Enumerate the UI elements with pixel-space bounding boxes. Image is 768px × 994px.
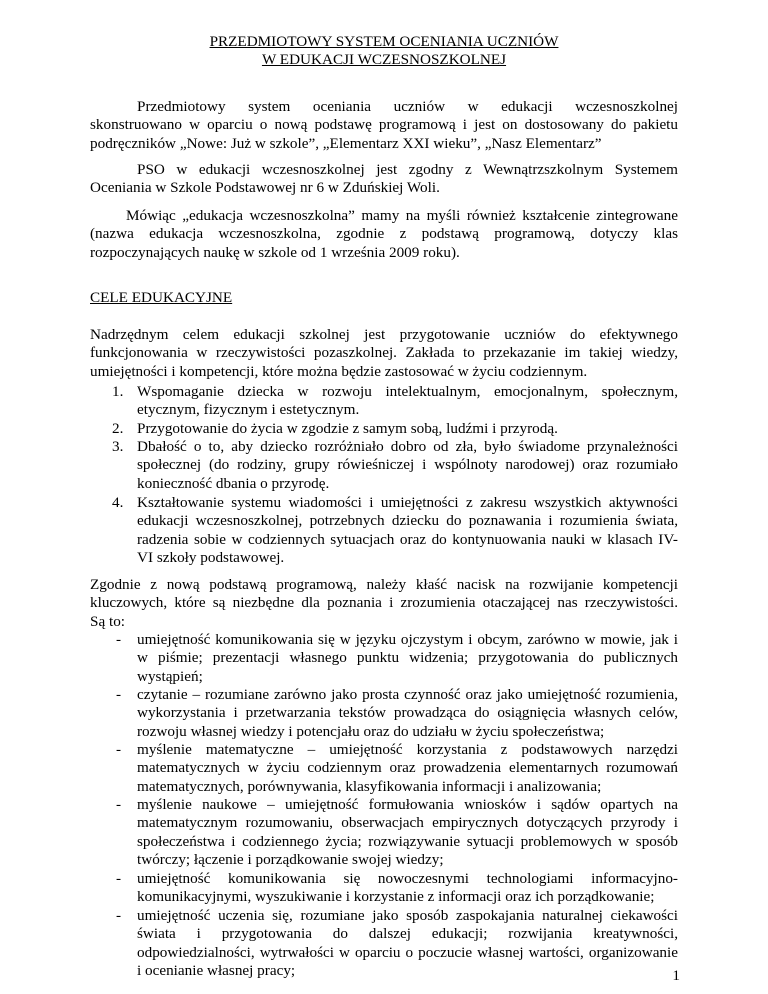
text-line: czytanie – rozumiane zarówno jako prosta czynność oraz jako umiejętność rozumienia, xyxy=(137,686,678,703)
list-number: 1. xyxy=(112,383,124,400)
text-line: Oceniania w Szkole Podstawowej nr 6 w Zduńskiej Woli. xyxy=(90,179,440,197)
text-line: społeczeństwa i codziennego życia; rozwiązywanie sytuacji problemowych w sposób xyxy=(137,832,678,850)
page-number: 1 xyxy=(672,967,680,984)
list-dash: - xyxy=(116,741,122,758)
text-line: funkcjonowania w rzeczywistości pozaszkolnej. Zakłada to przekazanie im takiej wiedzy, xyxy=(90,344,678,362)
text-line: umiejętność komunikowania się nowoczesnymi technologiami informacyjno- xyxy=(137,870,678,887)
text-line: Zgodnie z nową podstawą programową, należy kłaść nacisk na rozwijanie kompetencji xyxy=(90,576,678,593)
text-line: Są to: xyxy=(90,612,126,630)
text-line: Kształtowanie systemu wiadomości i umiejętności z zakresu wszystkich aktywności xyxy=(137,494,678,511)
list-dash: - xyxy=(116,907,122,924)
list-number: 2. xyxy=(112,420,124,437)
text-line: umiejętności i kompetencji, które można będzie zastosować w życiu codziennym. xyxy=(90,362,588,380)
text-line: twórczy; łączenie i porządkowanie swojej wiedzy; xyxy=(137,851,444,869)
text-line: rozwoju własnej wiedzy i potencjału oraz do udziału w życiu społeczeństwa; xyxy=(137,722,605,740)
text-line: konieczność dbania o przyrodę. xyxy=(137,474,330,492)
text-line: myślenie naukowe – umiejętność formułowania wniosków i sądów opartych na xyxy=(137,796,678,813)
text-line: (nazwa edukacja wczesnoszkolna, zgodnie z podstawą programową, dotyczy klas xyxy=(90,225,678,243)
text-line: edukacji wczesnoszkolnej, potrzebnych dziecku do poznawania i rozumienia świata, xyxy=(137,512,678,530)
text-line: Dbałość o to, aby dziecko rozróżniało dobro od zła, było świadome przynależności xyxy=(137,438,678,455)
text-line: Mówiąc „edukacja wczesnoszkolna” mamy na myśli również kształcenie zintegrowane xyxy=(126,207,678,224)
intro-paragraph-3 xyxy=(90,207,678,262)
intro-paragraph-2 xyxy=(90,161,678,198)
text-line: radzenia sobie w codziennych sytuacjach oraz do kontynuowania nauki w klasach IV- xyxy=(137,530,678,548)
text-line: VI szkoły podstawowej. xyxy=(137,549,285,567)
text-line: odpowiedzialności, wytrwałości w oparciu o poczucie własnej wartości, organizowanie xyxy=(137,943,678,961)
text-line: komunikacyjnymi, wyszukiwanie i korzystanie z informacji oraz ich porządkowanie; xyxy=(137,888,655,906)
text-line: matematycznych w życiu codziennym oraz prowadzenia elementarnych rozumowań xyxy=(137,759,678,777)
text-line: matematycznych, porównywania, klasyfikowania informacji i analizowania; xyxy=(137,777,602,795)
text-line: myślenie matematyczne – umiejętność korzystania z podstawowych narzędzi xyxy=(137,741,678,758)
text-line: Przedmiotowy system oceniania uczniów w edukacji wczesnoszkolnej xyxy=(137,98,678,115)
intro-paragraph-1 xyxy=(90,98,678,153)
text-line: świata i przygotowania do dalszej edukacji; rozwijania kreatywności, xyxy=(137,925,678,943)
list-number: 4. xyxy=(112,494,124,511)
list-dash: - xyxy=(116,686,122,703)
text-line: matematycznym rozumowaniu, obserwacjach empirycznych dotyczących przyrody i xyxy=(137,814,678,832)
text-line: etycznym, fizycznym i estetycznym. xyxy=(137,401,360,419)
text-line: kluczowych, które są niezbędne dla poznania i zrozumienia otaczającej nas rzeczywistości. xyxy=(90,594,678,612)
document-title-line-2: W EDUKACJI WCZESNOSZKOLNEJ xyxy=(261,51,507,68)
list-dash: - xyxy=(116,796,122,813)
section-heading: CELE EDUKACYJNE xyxy=(90,289,233,306)
competences-intro-paragraph xyxy=(90,576,678,631)
text-line: i ocenianie własnej pracy; xyxy=(137,962,296,980)
goals-intro-paragraph xyxy=(90,326,678,381)
text-line: podręczników „Nowe: Już w szkole”, „Elementarz XXI wieku”, „Nasz Elementarz” xyxy=(90,134,602,152)
text-line: PSO w edukacji wczesnoszkolnej jest zgodny z Wewnątrzszkolnym Systemem xyxy=(137,161,678,178)
text-line: wystąpień; xyxy=(137,667,203,685)
text-line: rozpoczynających naukę w szkole od 1 września 2009 roku). xyxy=(90,243,460,261)
text-line: umiejętność uczenia się, rozumiane jako sposób zaspokajania naturalnej ciekawości xyxy=(137,907,678,924)
list-number: 3. xyxy=(112,438,124,455)
list-dash: - xyxy=(116,631,122,648)
text-line: Wspomaganie dziecka w rozwoju intelektualnym, emocjonalnym, społecznym, xyxy=(137,383,678,400)
text-line: Przygotowanie do życia w zgodzie z samym sobą, ludźmi i przyrodą. xyxy=(137,420,558,437)
text-line: umiejętność komunikowania się w języku ojczystym i obcym, zarówno w mowie, jak i xyxy=(137,631,678,648)
text-line: Nadrzędnym celem edukacji szkolnej jest przygotowanie uczniów do efektywnego xyxy=(90,326,678,343)
list-dash: - xyxy=(116,870,122,887)
text-line: wykorzystania i przetwarzania tekstów prowadząca do osiągnięcia własnych celów, xyxy=(137,704,678,722)
text-line: w piśmie; prezentacji własnego punktu widzenia; przygotowania do publicznych xyxy=(137,649,678,667)
text-line: skonstruowano w oparciu o nową podstawę programową i jest on dostosowany do pakietu xyxy=(90,116,678,134)
text-line: społecznej (do rodziny, grupy rówieśniczej i wspólnoty narodowej) oraz rozumiało xyxy=(137,456,678,474)
document-title-line-1: PRZEDMIOTOWY SYSTEM OCENIANIA UCZNIÓW xyxy=(209,33,559,50)
